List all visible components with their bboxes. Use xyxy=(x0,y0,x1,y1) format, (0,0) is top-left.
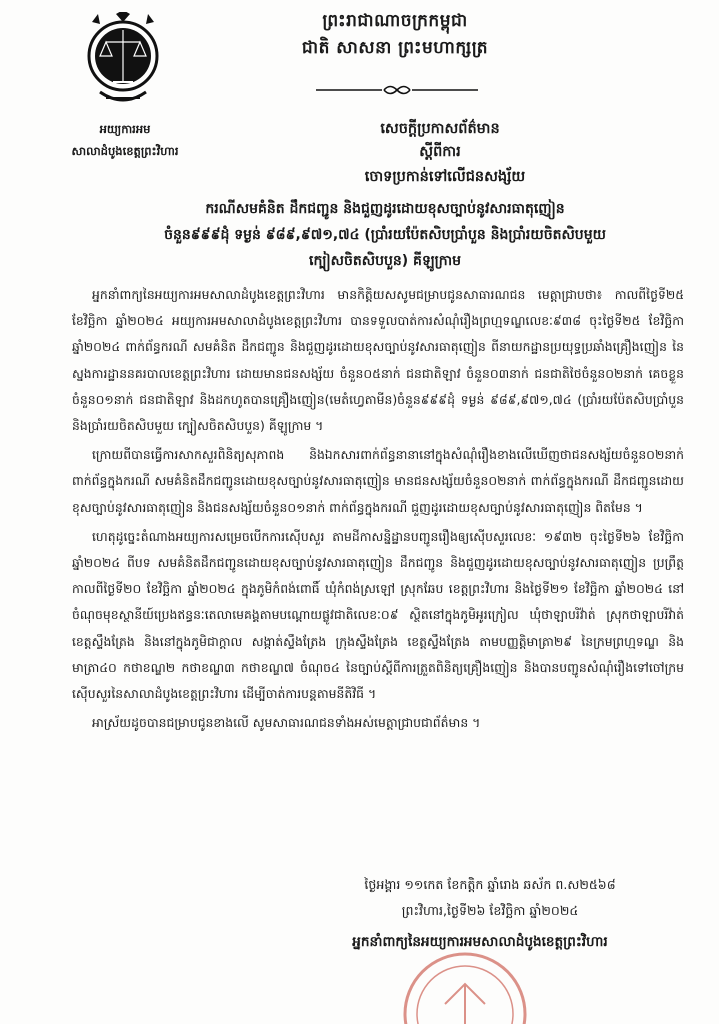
title-line-1: សេចក្តីប្រកាសព័ត៌មាន xyxy=(380,121,500,137)
kingdom-line-2: ជាតិ សាសនា ព្រះមហាក្សត្រ xyxy=(301,38,489,58)
title-line-2: ស្តីពីការ xyxy=(419,144,461,160)
signer-title: អ្នកនាំពាក្យនៃអយ្យការអមសាលាដំបូងខេត្តព្រះវិហារ xyxy=(352,934,608,950)
agency-line-2: សាលាដំបូងខេត្តព្រះវិហារ xyxy=(71,144,179,158)
lunar-date: ថ្ងៃអង្គារ ១១កេត ខែកត្តិក ឆ្នាំរោង ឆស័ក ព.ស២៥៦៨ xyxy=(364,877,616,892)
title-line-3: ចោទប្រកាន់ទៅលើជនសង្ស័យ xyxy=(364,169,526,185)
subject-line-3: ក្បៀសចិតសិបបួន) គីឡូក្រាម xyxy=(309,253,461,269)
kingdom-motto xyxy=(250,8,540,62)
paragraph-2: ក្រោយពីបានធ្វើការសាកសួរពិនិត្យសុភាពង និងឯកសារពាក់ព័ន្ធនានានៅក្នុងសំណុំរឿងខាងលើឃើញថាជនសង្ស័យចំនួន០២នាក់ ពាក់ព័ន្ធក្នុងករណី សមគំនិតដឹកជញ្ជូនដោយខុសច្បាប់នូវសារធាតុញៀន មានជនសង្ស័យចំនួន០២នាក់ ពាក់ព័ន្ធក្នុងករណី ដឹកជញ្ជូនដោយខុសច្បាប់នូវសារធាតុញៀន និងជនសង្ស័យចំនួន០១នាក់ ពាក់ព័ន្ធក្នុងករណី ជួញដូរដោយខុសច្បាប់នូវសារធាតុញៀន ពិតមែន ។ xyxy=(72,447,684,515)
subject-line-2: ចំនួន៩៩៩ដុំ ទម្ងន់ ៩៨៩,៩៧១,៧៤ (ប្រាំរយប៉ែតសិបប្រាំបួន និងប្រាំរយចិតសិបមួយ xyxy=(164,227,606,243)
case-subject xyxy=(70,196,700,274)
judicial-emblem-icon xyxy=(86,12,160,108)
agency-line-1: អយ្យការអម xyxy=(99,122,151,136)
solar-date: ព្រះវិហារ,ថ្ងៃទី២៦ ខែវិច្ឆិកា ឆ្នាំ២០២៤ xyxy=(401,903,579,918)
paragraph-4: អាស្រ័យដូចបានជម្រាបជូនខាងលើ សូមសាធារណជនទាំងអស់មេត្តាជ្រាបជាព័ត៌មាន ។ xyxy=(92,715,481,731)
kingdom-line-1: ព្រះរាជាណាចក្រកម្ពុជា xyxy=(322,11,468,31)
document-title xyxy=(60,118,700,190)
date-block xyxy=(300,872,680,924)
divider-ornament-icon xyxy=(312,80,482,100)
document-body xyxy=(72,282,684,739)
paragraph-3: ហេតុដូច្នេះតំណាងអយ្យការសម្រេចបើកការស៊ើបសួរ តាមដីកាសន្និដ្ឋានបញ្ជូនរឿងឲ្យស៊ើបសួរលេខៈ ១៩៣២ ចុះថ្ងៃទី២៦ ខែវិច្ឆិកា ឆ្នាំ២០២៤ ពីបទ សមគំនិតដឹកជញ្ជូនដោយខុសច្បាប់នូវសារធាតុញៀន ដឹកជញ្ជូន និងជួញដូរដោយខុសច្បាប់នូវសារធាតុញៀន ប្រព្រឹត្តកាលពីថ្ងៃទី២០ ខែវិច្ឆិកា ឆ្នាំ២០២៤ ក្នុងភូមិកំពង់ពោធិ៍ ឃុំកំពង់ស្រឡៅ ស្រុកឆែប ខេត្តព្រះវិហារ និងថ្ងៃទី២១ ខែវិច្ឆិកា ឆ្នាំ២០២៤ នៅចំណុចមុខស្ថានីយ៍ប្រេងឥន្ធនៈតេលាមេគង្គតាមបណ្តោយផ្លូវជាតិលេខៈ០៩ ស្ថិតនៅក្នុងភូមិអូរក្រៀល ឃុំថាឡាបរិវ៉ាត់ ស្រុកថាឡាបរិវ៉ាត់ ខេត្តស្ទឹងត្រែង និងនៅក្នុងភូមិជាក្តាល សង្កាត់ស្ទឹងត្រែង ក្រុងស្ទឹងត្រែង ខេត្តស្ទឹងត្រែង តាមបញ្ញត្តិមាត្រា២៩ នៃក្រមព្រហ្មទណ្ឌ និងមាត្រា៤០ កថាខណ្ឌ២ កថាខណ្ឌ៣ កថាខណ្ឌ៧ ចំណុច៤ នៃច្បាប់ស្តីពីការត្រួតពិនិត្យគ្រឿងញៀន និងបានបញ្ជូនសំណុំរឿងទៅចៅក្រមស៊ើបសួរនៃសាលាដំបូងខេត្តព្រះវិហារ ដើម្បីចាត់ការបន្តតាមនីតិវិធី ។ xyxy=(72,528,684,702)
paragraph-1: អ្នកនាំពាក្យនៃអយ្យការអមសាលាដំបូងខេត្តព្រះវិហារ មានកិត្តិយសសូមជម្រាបជូនសាធារណជន មេត្តាជ្រាបថា៖ កាលពីថ្ងៃទី២៥ ខែវិច្ឆិកា ឆ្នាំ២០២៤ អយ្យការអមសាលាដំបូងខេត្តព្រះវិហារ បានទទួលបាត់ការសំណុំរឿងព្រហ្មទណ្ឌលេខៈ៩៣៨ ចុះថ្ងៃទី២៥ ខែវិច្ឆិកា ឆ្នាំ២០២៤ ពាក់ព័ន្ធករណី សមគំនិត ដឹកជញ្ជូន និងជួញដូរដោយខុសច្បាប់នូវសារធាតុញៀន ពីនាយកដ្ឋានប្រយុទ្ធប្រឆាំងគ្រឿងញៀន នៃស្នងការដ្ឋាននគរបាលខេត្តព្រះវិហារ ដោយមានជនសង្ស័យ ចំនួន០៥នាក់ ជនជាតិឡាវ ចំនួន០៣នាក់ ជនជាតិថៃចំនួន០២នាក់ គេចខ្លួនចំនួន០១នាក់ ជនជាតិឡាវ និងដកហូតបានគ្រឿងញៀន(មេតំហ្វេតាមីន)ចំនួន៩៩៩ដុំ ទម្ងន់ ៩៨៩,៩៧១,៧៤ (ប្រាំរយប៉ែតសិបប្រាំបួន និងប្រាំរយចិតសិបមួយ ក្បៀសចិតសិបបួន) គីឡូក្រាម ។ xyxy=(72,287,684,434)
official-seal-icon xyxy=(395,944,535,1024)
subject-line-1: ករណីសមគំនិត ដឹកជញ្ជូន និងជួញដូរដោយខុសច្បាប់នូវសារធាតុញៀន xyxy=(205,201,565,217)
